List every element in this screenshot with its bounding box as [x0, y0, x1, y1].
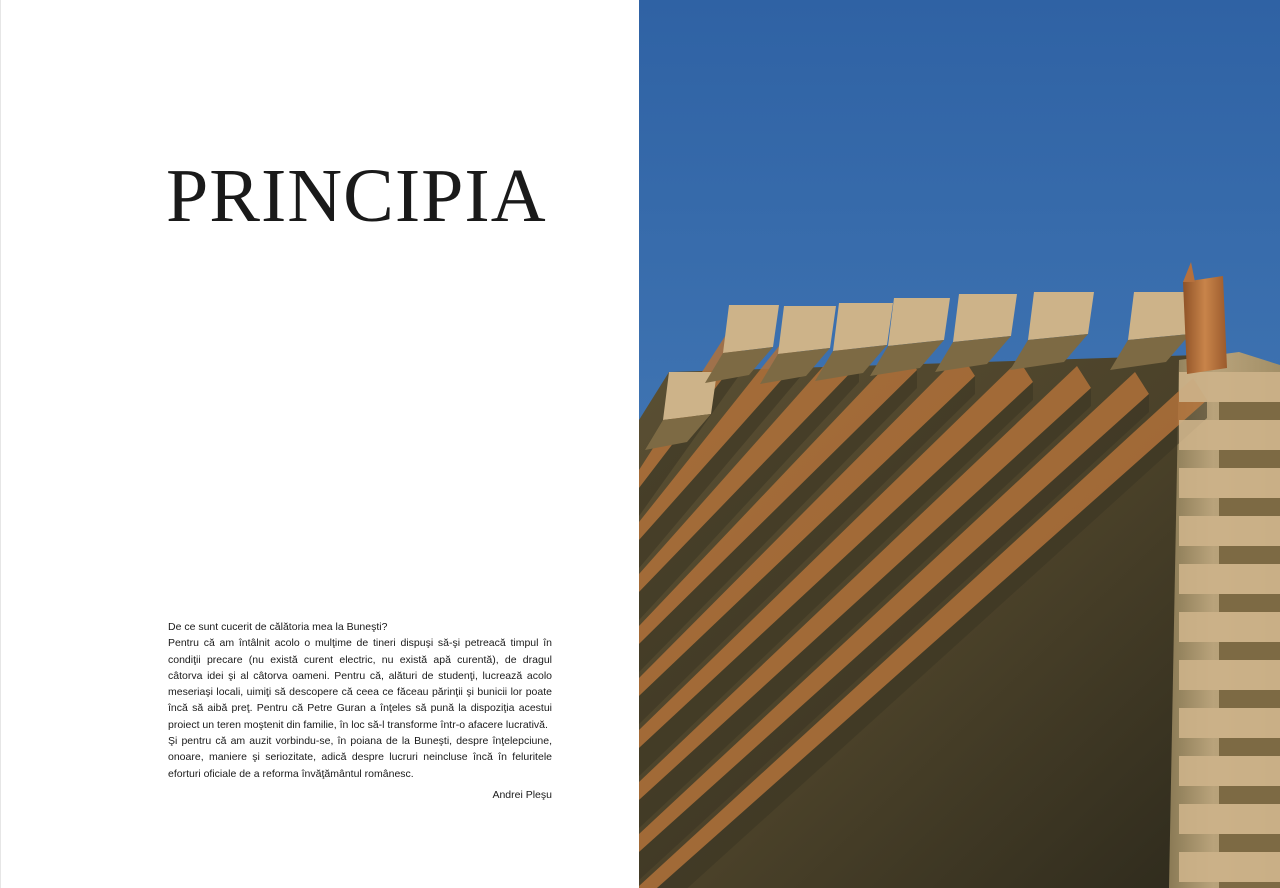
beam-end — [833, 303, 893, 351]
side-log-gap — [1219, 738, 1280, 756]
side-log-gap — [1219, 546, 1280, 564]
copper-flashing — [1183, 276, 1227, 374]
body-paragraph: Şi pentru că am auzit vorbindu-se, în poiana de la Buneşti, despre înţelepciune, onoare, maniere şi seriozitate, adică despre lucruri neincluse încă în feluritele eforturi oficiale de a reforma învăţământul românesc. — [168, 735, 552, 780]
beam-end — [953, 294, 1017, 342]
beam-end — [723, 305, 779, 353]
beam-end — [888, 298, 950, 346]
timber-tower-photo — [639, 0, 1280, 888]
side-log — [1179, 756, 1280, 786]
beam-end — [1028, 292, 1094, 340]
side-log — [1179, 852, 1280, 882]
side-log — [1179, 708, 1280, 738]
side-log — [1179, 612, 1280, 642]
side-log-gap — [1219, 834, 1280, 852]
right-page-photo — [639, 0, 1280, 888]
body-paragraph: Pentru că am întâlnit acolo o mulţime de tineri dispuşi să-şi petreacă timpul în condiţii precare (nu există curent electric, nu există apă curentă), de dragul câtorva idei şi al câtorva oameni. Pentru că, alături de studenţi, lucrează acolo meseriaşi locali, uimiţi să descopere că ceea ce făceau părinţii şi bunicii lor poate încă să aibă preţ. Pentru că Petre Guran a înţeles să pună la dispoziţia acestui proiect un teren moştenit din familie, în loc să-l transforme într-o afacere lucrativă. — [168, 637, 552, 731]
side-log-gap — [1219, 402, 1280, 420]
page-edge-divider — [0, 0, 1, 888]
side-log-gap — [1219, 498, 1280, 516]
author-signature: Andrei Pleşu — [492, 789, 552, 801]
side-logs — [1179, 372, 1280, 888]
left-page — [0, 0, 638, 888]
intro-question: De ce sunt cucerit de călătoria mea la Buneşti? — [168, 621, 388, 633]
side-log-gap — [1219, 882, 1280, 888]
side-log — [1179, 660, 1280, 690]
body-text — [168, 619, 552, 782]
side-log-gap — [1219, 786, 1280, 804]
side-log — [1179, 372, 1280, 402]
side-log — [1179, 804, 1280, 834]
side-log — [1179, 516, 1280, 546]
side-log-gap — [1219, 594, 1280, 612]
side-log — [1179, 420, 1280, 450]
side-log-gap — [1219, 450, 1280, 468]
beam-end — [778, 306, 836, 354]
side-log-gap — [1219, 642, 1280, 660]
side-log — [1179, 564, 1280, 594]
page-title: PRINCIPIA — [166, 154, 547, 238]
side-log-gap — [1219, 690, 1280, 708]
side-log — [1179, 468, 1280, 498]
